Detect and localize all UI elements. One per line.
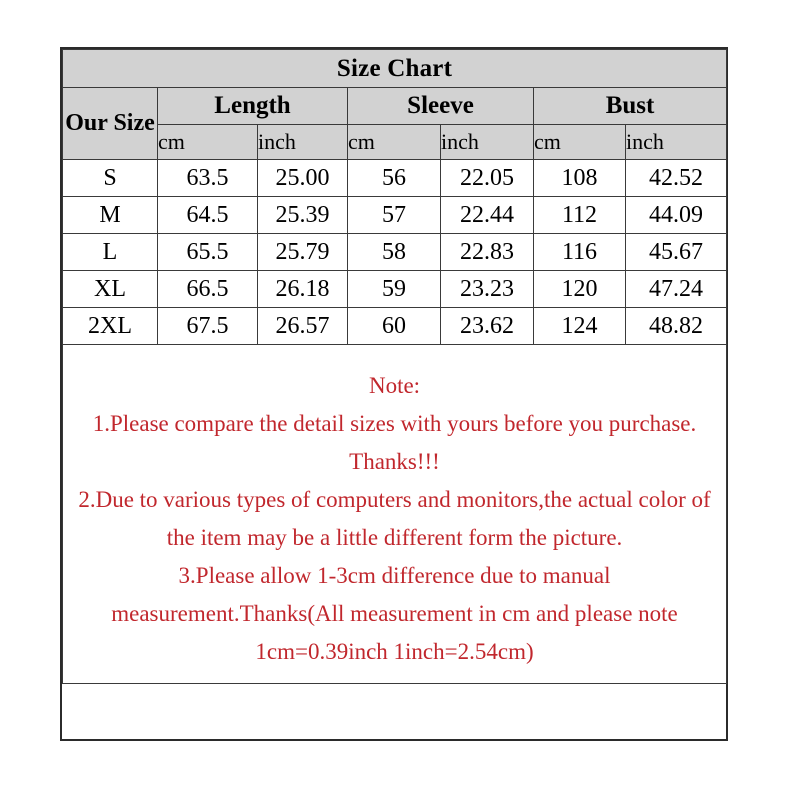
note-item-3: 3.Please allow 1-3cm difference due to manual measurement.Thanks(All measurement in cm and please note 1cm=0.39inch 1inch=2.54cm) [111, 563, 678, 664]
cell-size: 2XL [63, 308, 158, 345]
cell-size: M [63, 197, 158, 234]
unit-header-sleeve-cm: cm [348, 125, 441, 160]
table-unit-header-row [63, 125, 727, 160]
cell-sleeve-cm: 60 [348, 308, 441, 345]
column-group-length: Length [158, 88, 348, 125]
table-title-row [63, 50, 727, 88]
cell-length-cm: 65.5 [158, 234, 258, 271]
cell-length-cm: 64.5 [158, 197, 258, 234]
cell-length-inch: 25.79 [258, 234, 348, 271]
table-group-header-row [63, 88, 727, 125]
size-chart-table [62, 49, 727, 684]
cell-bust-cm: 124 [534, 308, 626, 345]
cell-size: XL [63, 271, 158, 308]
cell-bust-cm: 108 [534, 160, 626, 197]
cell-size: L [63, 234, 158, 271]
cell-sleeve-cm: 57 [348, 197, 441, 234]
size-chart-frame [60, 47, 728, 741]
cell-sleeve-cm: 58 [348, 234, 441, 271]
cell-length-cm: 66.5 [158, 271, 258, 308]
cell-bust-inch: 42.52 [626, 160, 727, 197]
unit-header-sleeve-inch: inch [441, 125, 534, 160]
note-heading: Note: [368, 373, 421, 398]
cell-length-inch: 26.18 [258, 271, 348, 308]
cell-bust-inch: 44.09 [626, 197, 727, 234]
note-section [63, 345, 727, 684]
cell-length-inch: 26.57 [258, 308, 348, 345]
cell-bust-cm: 116 [534, 234, 626, 271]
table-row [63, 234, 727, 271]
cell-sleeve-inch: 22.44 [441, 197, 534, 234]
note-row [63, 345, 727, 684]
cell-sleeve-inch: 23.23 [441, 271, 534, 308]
column-header-our-size: Our Size [63, 88, 158, 160]
column-group-sleeve: Sleeve [348, 88, 534, 125]
unit-header-length-inch: inch [258, 125, 348, 160]
cell-sleeve-inch: 22.05 [441, 160, 534, 197]
note-body [63, 345, 726, 683]
unit-header-bust-inch: inch [626, 125, 727, 160]
cell-sleeve-inch: 23.62 [441, 308, 534, 345]
cell-length-cm: 67.5 [158, 308, 258, 345]
cell-bust-cm: 112 [534, 197, 626, 234]
cell-size: S [63, 160, 158, 197]
cell-sleeve-cm: 56 [348, 160, 441, 197]
note-item-1: 1.Please compare the detail sizes with yours before you purchase. Thanks!!! [92, 411, 697, 474]
cell-length-inch: 25.39 [258, 197, 348, 234]
table-row [63, 160, 727, 197]
cell-bust-inch: 45.67 [626, 234, 727, 271]
unit-header-length-cm: cm [158, 125, 258, 160]
column-group-bust: Bust [534, 88, 727, 125]
cell-length-cm: 63.5 [158, 160, 258, 197]
cell-sleeve-inch: 22.83 [441, 234, 534, 271]
table-row [63, 197, 727, 234]
note-item-2: 2.Due to various types of computers and monitors,the actual color of the item may be a little different form the picture. [78, 487, 711, 550]
table-row [63, 271, 727, 308]
cell-bust-inch: 48.82 [626, 308, 727, 345]
cell-bust-cm: 120 [534, 271, 626, 308]
page-title: Size Chart [63, 50, 727, 88]
unit-header-bust-cm: cm [534, 125, 626, 160]
cell-bust-inch: 47.24 [626, 271, 727, 308]
cell-sleeve-cm: 59 [348, 271, 441, 308]
cell-length-inch: 25.00 [258, 160, 348, 197]
table-row [63, 308, 727, 345]
